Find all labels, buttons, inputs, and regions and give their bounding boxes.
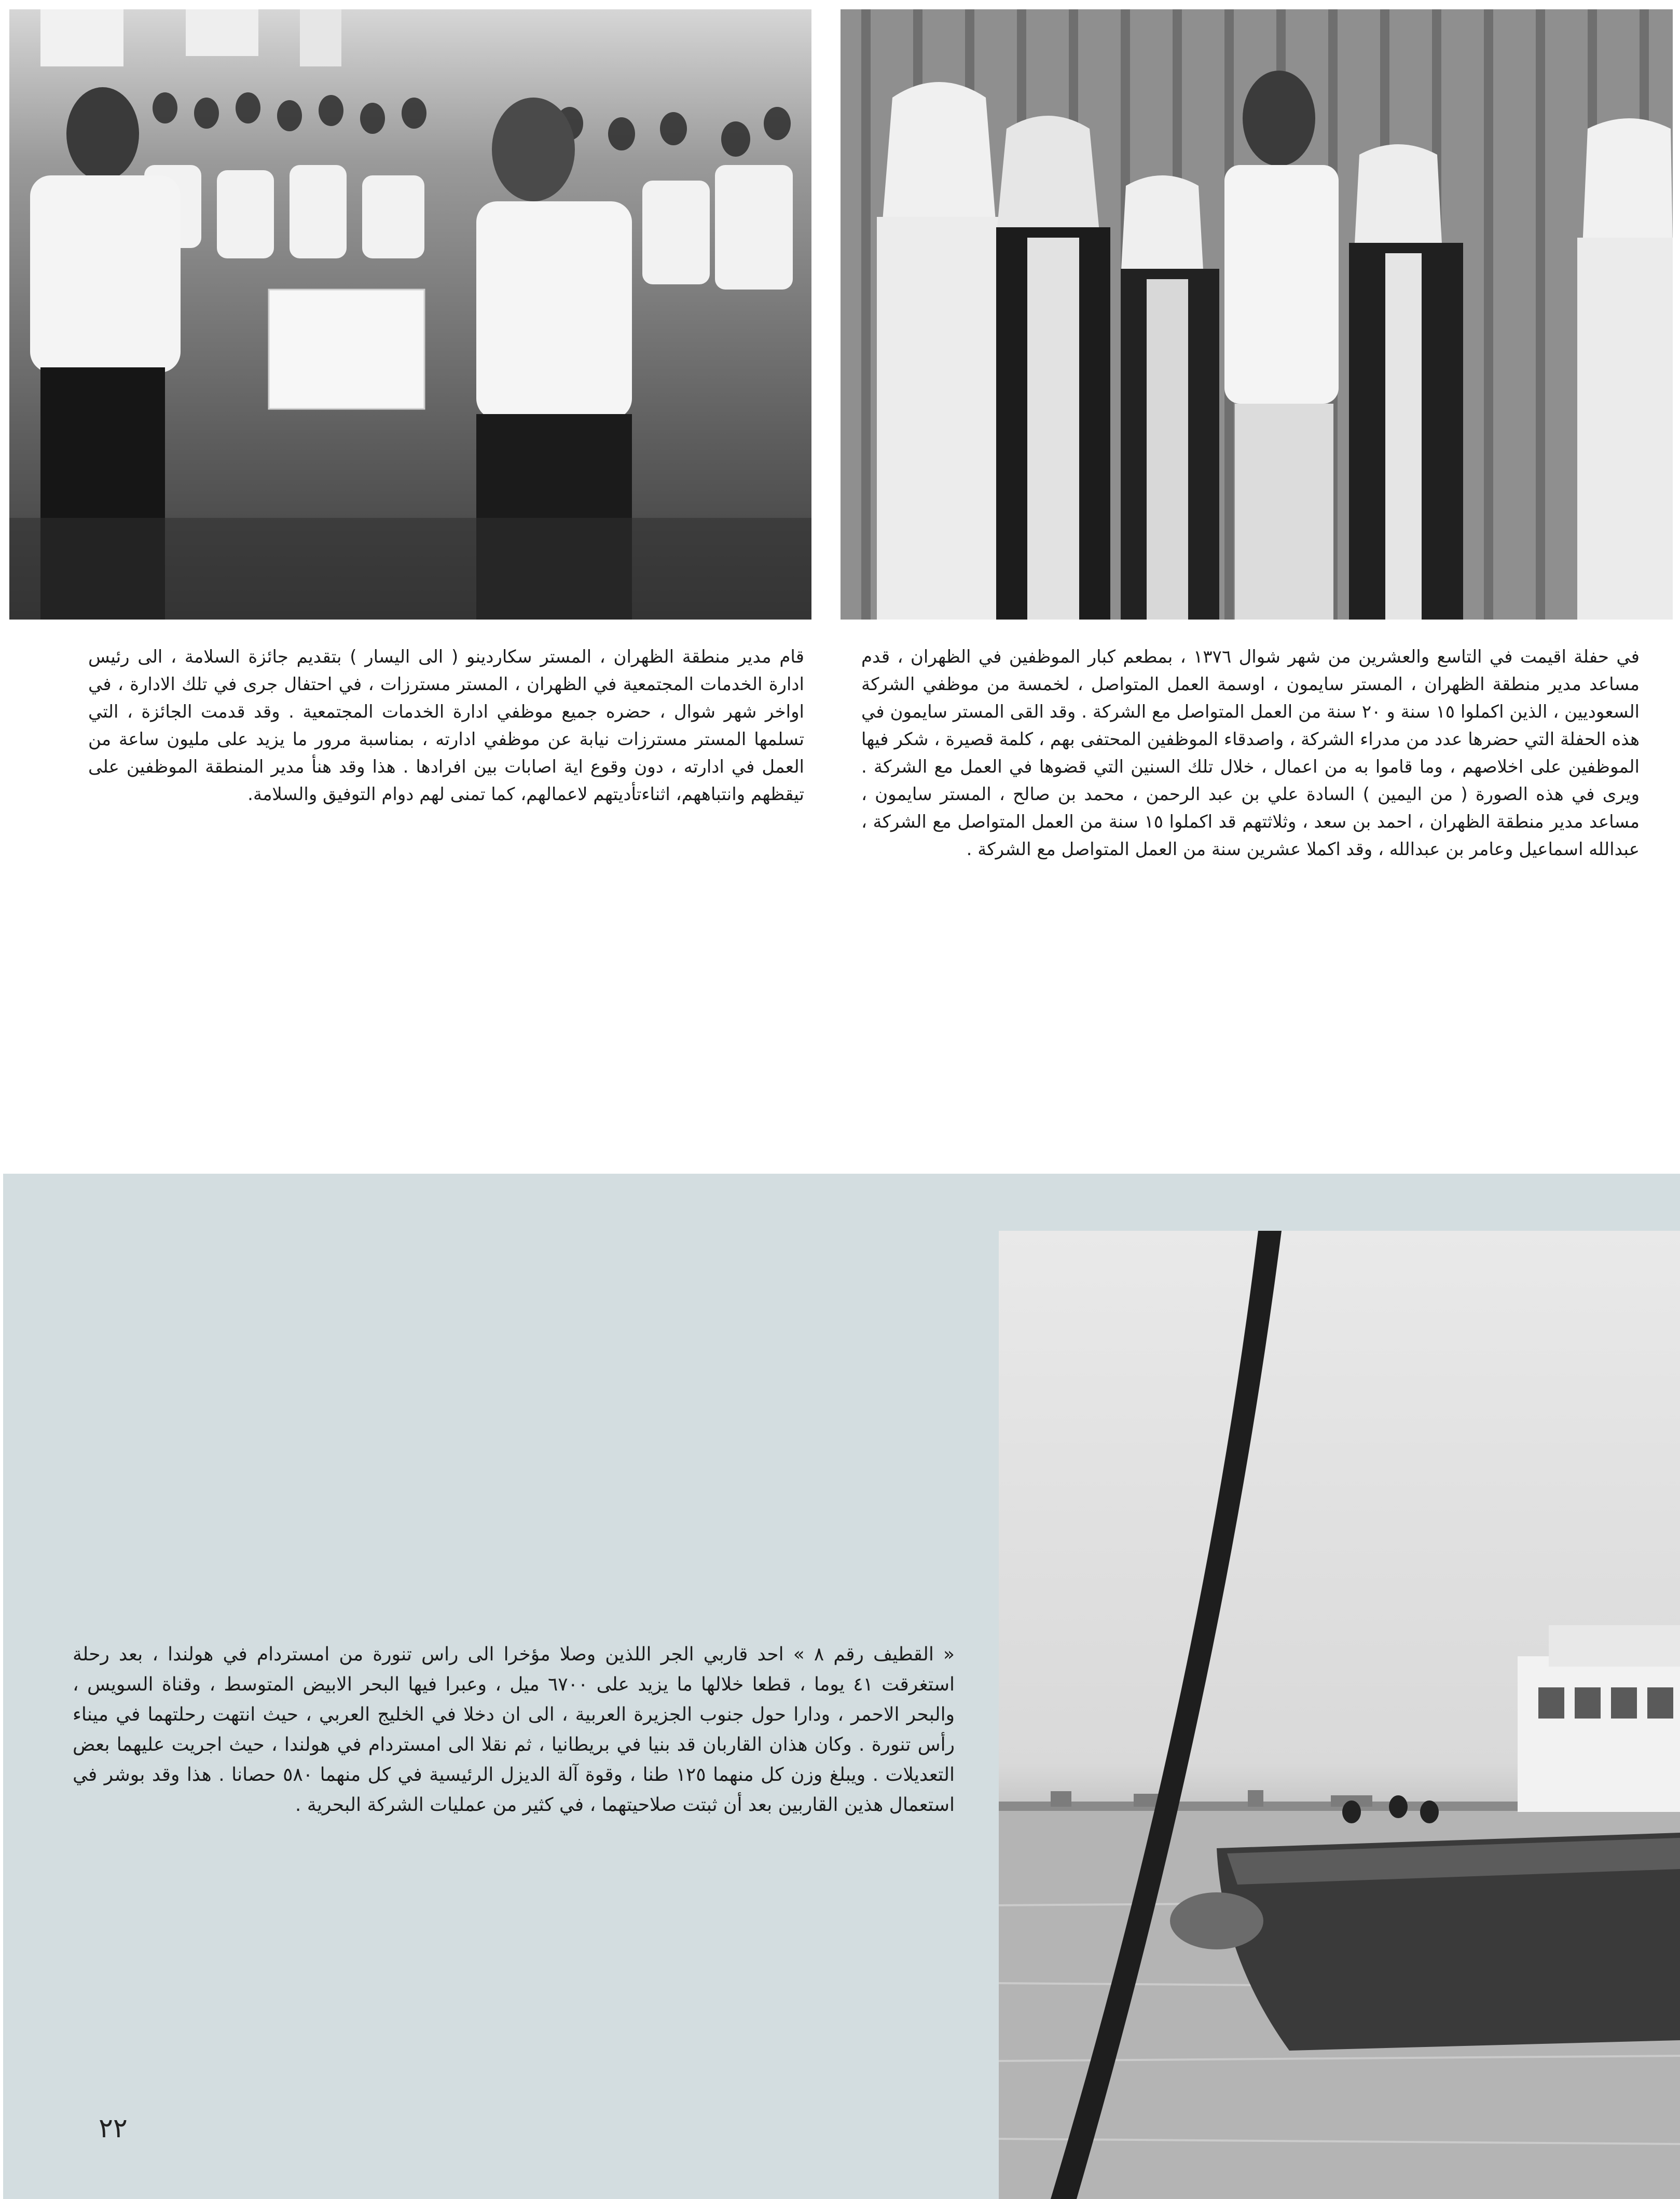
long-service-group-photo (841, 9, 1673, 620)
long-service-caption: في حفلة اقيمت في التاسع والعشرين من شهر شوال ١٣٧٦ ، بمطعم كبار الموظفين في الظهران ، قدم مساعد مدير منطقة الظهران ، المستر سايمون ، اوسمة العمل المتواصل ، لخمسة من موظفي الشركة السعوديين ، الذين اكملوا ١٥ سنة و ٢٠ سنة من العمل المتواصل مع الشركة . وقد القى المستر سايمون في هذه الحفلة التي حضرها عدد من مدراء الشركة ، واصدقاء الموظفين المحتفى بهم ، كلمة قصيرة ، شكر فيها الموظفين على اخلاصهم ، وما قاموا به من اعمال ، خلال تلك السنين التي قضوها في العمل مع الشركة . ويرى في هذه الصورة ( من اليمين ) السادة علي بن عبد الرحمن ، محمد بن صالح ، المستر سايمون ، مساعد مدير منطقة الظهران ، احمد بن سعد ، وثلاثتهم قد اكملوا ١٥ سنة من العمل المتواصل مع الشركة ، عبدالله اسماعيل وعامر بن عبدالله ، وقد اكملا عشرين سنة من العمل المتواصل مع الشركة . (861, 647, 1640, 860)
award-presentation-caption: قام مدير منطقة الظهران ، المستر سكاردينو ( الى اليسار ) بتقديم جائزة السلامة ، الى رئيس ادارة الخدمات المجتمعية في الظهران ، المستر مسترزات ، في احتفال جرى في تلك الادارة ، في اواخر شهر شوال ، حضره جميع موظفي ادارة الخدمات المجتمعية . وقد قدمت الجائزة ، التي تسلمها المستر مسترزات نيابة عن موظفي ادارته ، بمناسبة مرور ما يزيد على مليون ساعة من العمل في ادارته ، دون وقوع اية اصابات بين افرادها . هذا وقد هنأ مدير المنطقة الموظفين على تيقظهم وانتباههم، اثناءتأديتهم لاعمالهم، كما تمنى لهم دوام التوفيق والسلامة. (88, 647, 804, 805)
award-presentation-photo (9, 9, 811, 620)
tugboat-caption: « القطيف رقم ٨ » احد قاربي الجر اللذين وصلا مؤخرا الى راس تنورة من امستردام في هولندا ، بعد رحلة استغرقت ٤١ يوما ، قطعا خلالها ما يزيد على ٦٧٠٠ ميل ، وعبرا فيها البحر الابيض المتوسط ، وقناة السويس ، والبحر الاحمر ، ودارا حول جنوب الجزيرة العربية ، الى ان دخلا في الخليج العربي ، حيث انتهت رحلتهما في ميناء رأس تنورة . وكان هذان القاربان قد بنيا في بريطانيا ، ثم نقلا الى امستردام في هولندا ، حيث اجريت عليهما بعض التعديلات . ويبلغ وزن كل منهما ١٢٥ طنا ، وقوة آلة الديزل الرئيسية في كل منهما ٥٨٠ حصانا . هذا وقد بوشر في استعمال هذين القاربين بعد أن ثبتت صلاحيتهما ، في كثير من عمليات الشركة البحرية . (73, 1644, 955, 1816)
page-number: ٢٢ (99, 2113, 128, 2144)
tugboat-photo (999, 1231, 1680, 2199)
